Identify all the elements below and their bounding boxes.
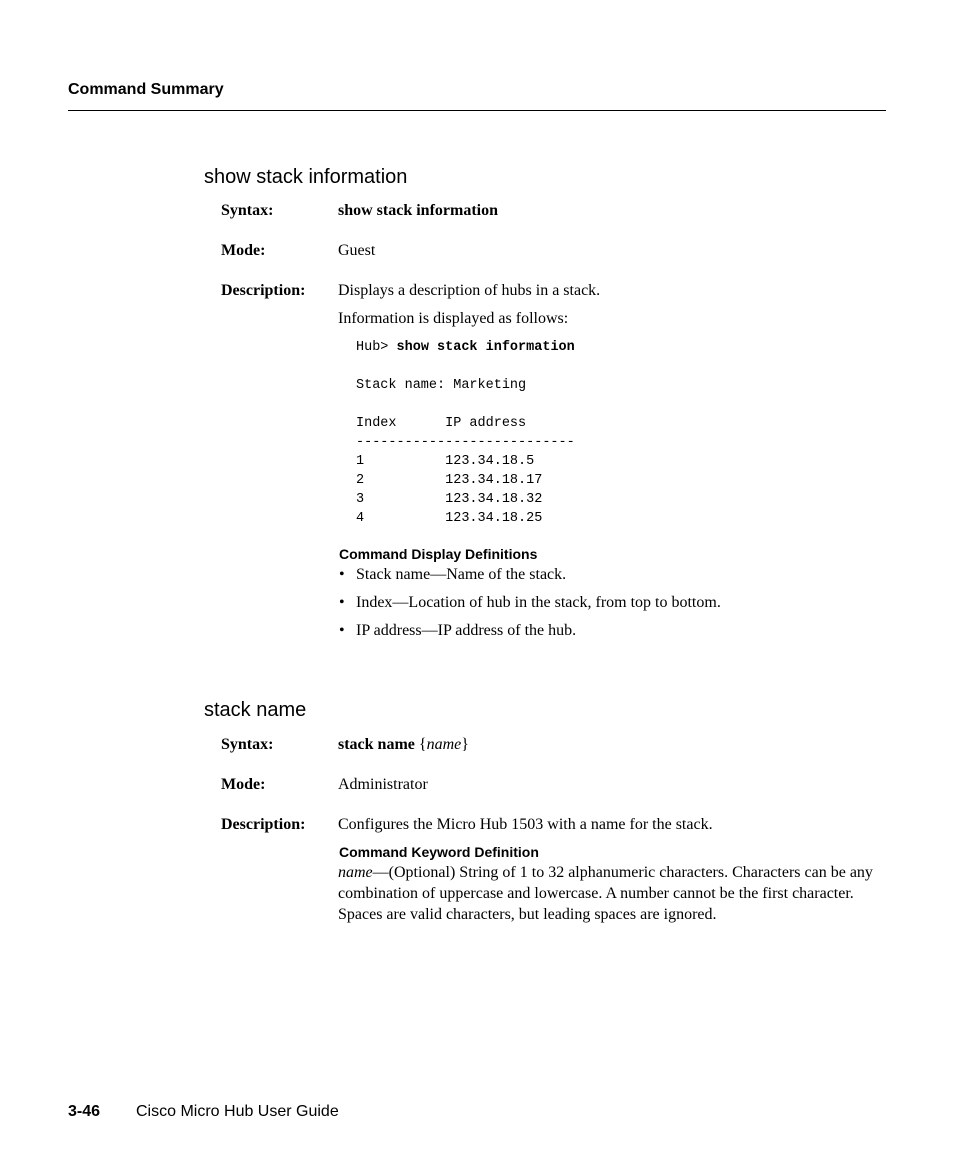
syntax-value xyxy=(338,202,498,220)
description-text: Configures the Micro Hub 1503 with a name for the stack. xyxy=(338,816,713,833)
code-row: 4 123.34.18.25 xyxy=(356,511,543,526)
code-column-header: Index IP address xyxy=(356,416,527,431)
mode-label: Mode: xyxy=(221,242,266,259)
section-title-show-stack-information: show stack information xyxy=(204,166,408,188)
display-definitions-heading: Command Display Definitions xyxy=(339,546,538,562)
page-number: 3-46 xyxy=(68,1103,101,1120)
running-header: Command Summary xyxy=(68,81,224,98)
description-label: Description: xyxy=(221,282,306,299)
code-command: show stack information xyxy=(396,340,575,355)
code-stack-name: Stack name: Marketing xyxy=(356,378,527,393)
list-item: • Stack name—Name of the stack. xyxy=(339,566,567,583)
syntax-argument: name xyxy=(426,736,462,753)
list-item: • IP address—IP address of the hub. xyxy=(339,622,577,639)
mode-label: Mode: xyxy=(221,776,266,793)
description-text: Displays a description of hubs in a stack. xyxy=(338,282,601,299)
description-text-2: Information is displayed as follows: xyxy=(338,310,569,327)
keyword-definition-text: name—(Optional) String of 1 to 32 alphanumeric characters. Characters can be any combination of uppercase and lowercase. A number cannot be the first character. Spaces are valid characters, but leading spaces are ignored. xyxy=(338,864,873,923)
keyword-definition-heading: Command Keyword Definition xyxy=(339,844,539,860)
syntax-command: stack name xyxy=(338,736,415,753)
code-row: 1 123.34.18.5 xyxy=(356,454,535,469)
code-prompt-line xyxy=(356,338,575,357)
code-separator: --------------------------- xyxy=(356,435,575,450)
code-row: 2 123.34.18.17 xyxy=(356,473,543,488)
syntax-command: show stack information xyxy=(338,202,499,219)
keyword-term: name xyxy=(338,864,373,881)
syntax-label: Syntax: xyxy=(221,202,274,219)
description-label: Description: xyxy=(221,816,306,833)
header-rule xyxy=(68,110,886,111)
section-title-stack-name: stack name xyxy=(204,699,307,721)
code-row: 3 123.34.18.32 xyxy=(356,492,543,507)
bullet-icon: • xyxy=(339,622,345,639)
syntax-label: Syntax: xyxy=(221,736,274,753)
list-item: • Index—Location of hub in the stack, from top to bottom. xyxy=(339,594,721,611)
syntax-value: stack name {name} xyxy=(338,736,469,753)
bullet-icon: • xyxy=(339,594,345,611)
bullet-icon: • xyxy=(339,566,345,583)
guide-title: Cisco Micro Hub User Guide xyxy=(136,1103,339,1120)
mode-value: Administrator xyxy=(338,776,428,793)
code-prompt: Hub> xyxy=(356,340,397,355)
mode-value: Guest xyxy=(338,242,376,259)
